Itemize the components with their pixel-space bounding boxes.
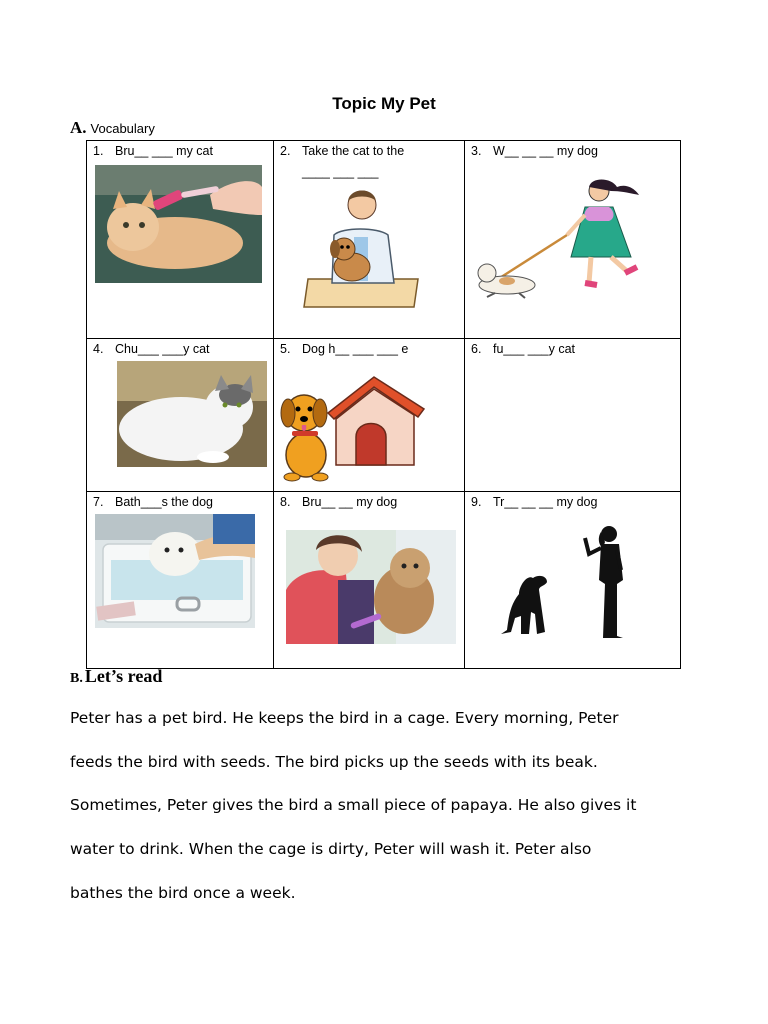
- vocab-cell-3: [465, 141, 681, 339]
- reading-passage: [70, 697, 710, 916]
- section-b-letter: B.: [70, 671, 83, 686]
- vocab-item-6: 6. fu___ ___y cat: [471, 342, 576, 356]
- reading-line: water to drink. When the cage is dirty, Peter will wash it. Peter also: [70, 840, 592, 859]
- girl-walking-dog-illustration: [471, 177, 671, 299]
- section-a-label: Vocabulary: [90, 121, 155, 136]
- vet-with-dog-illustration: [302, 183, 420, 309]
- brushing-dog-photo: [286, 530, 456, 644]
- reading-line: feeds the bird with seeds. The bird picks up the seeds with its beak.: [70, 752, 598, 771]
- page-title: Topic My Pet: [332, 94, 436, 113]
- vocab-cell-5: [274, 339, 465, 492]
- reading-line: bathes the bird once a week.: [70, 883, 296, 902]
- vocab-item-9: 9. Tr__ __ __ my dog: [471, 495, 598, 509]
- section-a-heading: [70, 118, 155, 138]
- vocab-cell-1: [87, 141, 274, 339]
- brushing-cat-photo: [95, 165, 262, 283]
- vocab-cell-6: [465, 339, 681, 492]
- training-dog-silhouette: [493, 524, 633, 640]
- reading-line: Peter has a pet bird. He keeps the bird in a cage. Every morning, Peter: [70, 709, 619, 727]
- vocab-cell-4: [87, 339, 274, 492]
- vocabulary-table: [86, 140, 681, 669]
- bathing-dog-photo: [95, 514, 255, 628]
- vocab-item-7: 7. Bath___s the dog: [93, 495, 213, 509]
- vocab-item-4: 4. Chu___ ___y cat: [93, 342, 210, 356]
- section-b-label: Let’s read: [84, 666, 163, 686]
- chubby-cat-photo: [117, 361, 267, 467]
- vocab-cell-9: [465, 492, 681, 669]
- vocab-item-2: 2. Take the cat to the: [280, 144, 405, 158]
- vocab-item-5: 5. Dog h__ ___ ___ e: [280, 342, 409, 356]
- section-b-heading: [70, 666, 162, 687]
- vocab-item-2-blanks: ____ ___ ___: [302, 165, 379, 179]
- vocab-item-3: 3. W__ __ __ my dog: [471, 144, 598, 158]
- dog-house-illustration: [278, 375, 428, 483]
- vocab-item-8: 8. Bru__ __ my dog: [280, 495, 398, 509]
- vocab-item-1: 1. Bru__ ___ my cat: [93, 144, 213, 158]
- vocab-cell-7: [87, 492, 274, 669]
- reading-line: Sometimes, Peter gives the bird a small piece of papaya. He also gives it: [70, 796, 637, 815]
- vocab-cell-8: [274, 492, 465, 669]
- section-a-letter: A.: [70, 118, 87, 137]
- vocab-cell-2: [274, 141, 465, 339]
